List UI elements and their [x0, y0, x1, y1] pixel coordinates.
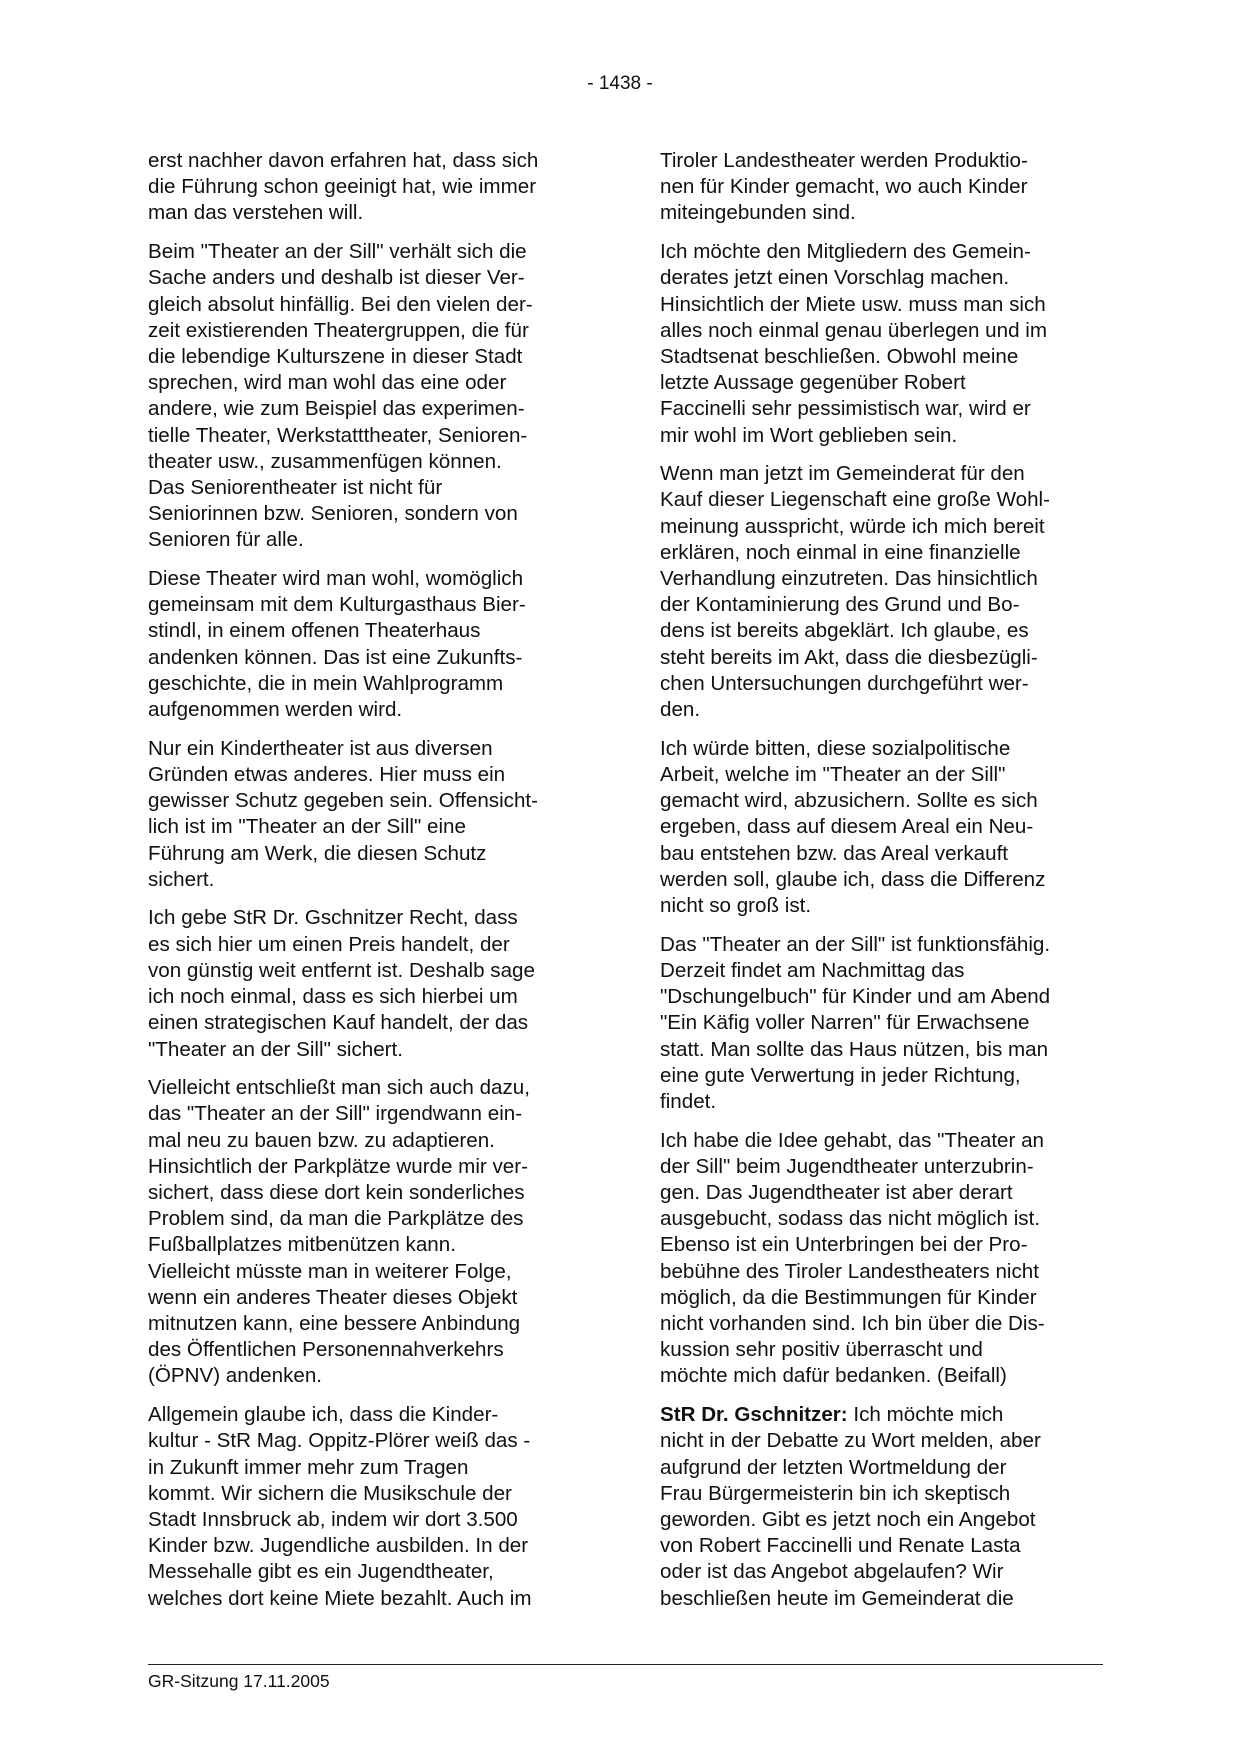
- text-line: gemacht wird, abzusichern. Sollte es sich: [660, 789, 1038, 813]
- paragraph: [660, 148, 1105, 227]
- text-line: derates jetzt einen Vorschlag machen.: [660, 266, 1010, 290]
- text-line: findet.: [660, 1089, 717, 1113]
- text-line: Ich möchte den Mitgliedern des Gemein-: [660, 240, 1031, 264]
- text-line: nen für Kinder gemacht, wo auch Kinder: [660, 175, 1028, 199]
- text-line: von Robert Faccinelli und Renate Lasta: [660, 1534, 1021, 1558]
- text-line: Allgemein glaube ich, dass die Kinder-: [148, 1403, 499, 1427]
- text-line: Beim "Theater an der Sill" verhält sich die: [148, 240, 527, 264]
- text-line: Vielleicht müsste man in weiterer Folge,: [148, 1259, 512, 1283]
- paragraph: [660, 1128, 1105, 1390]
- text-line: miteingebunden sind.: [660, 201, 856, 225]
- footer-session-date: GR-Sitzung 17.11.2005: [148, 1671, 330, 1691]
- text-line: möchte mich dafür bedanken. (Beifall): [660, 1364, 1007, 1388]
- text-line: eine gute Verwertung in jeder Richtung,: [660, 1063, 1021, 1087]
- text-line: von günstig weit entfernt ist. Deshalb sage: [148, 958, 535, 982]
- right-paragraphs: [660, 148, 1105, 1390]
- text-line: Hinsichtlich der Parkplätze wurde mir ver-: [148, 1154, 528, 1178]
- text-line: Nur ein Kindertheater ist aus diversen: [148, 736, 493, 760]
- text-line: (ÖPNV) andenken.: [148, 1364, 322, 1388]
- text-line: theater usw., zusammenfügen können.: [148, 449, 502, 473]
- text-line: alles noch einmal genau überlegen und im: [660, 318, 1047, 342]
- paragraph: [660, 461, 1105, 723]
- text-line: Stadtsenat beschließen. Obwohl meine: [660, 344, 1019, 368]
- text-line: Sache anders und deshalb ist dieser Ver-: [148, 266, 525, 290]
- text-line: beschließen heute im Gemeinderat die: [660, 1586, 1014, 1610]
- text-line: Messehalle gibt es ein Jugendtheater,: [148, 1560, 494, 1584]
- text-line: meinung ausspricht, würde ich mich bereit: [660, 514, 1045, 538]
- text-line: "Theater an der Sill" sichert.: [148, 1037, 403, 1061]
- text-line: aufgenommen werden wird.: [148, 698, 403, 722]
- text-line: Ich gebe StR Dr. Gschnitzer Recht, dass: [148, 906, 518, 930]
- text-line: Hinsichtlich der Miete usw. muss man sich: [660, 292, 1046, 316]
- text-line: aufgrund der letzten Wortmeldung der: [660, 1455, 1007, 1479]
- text-line: sprechen, wird man wohl das eine oder: [148, 371, 507, 395]
- page-number: - 1438 -: [587, 73, 653, 94]
- text-line: wenn ein anderes Theater dieses Objekt: [148, 1285, 518, 1309]
- text-line: gewisser Schutz gegeben sein. Offensicht-: [148, 789, 538, 813]
- text-line: mir wohl im Wort geblieben sein.: [660, 423, 958, 447]
- text-line: erst nachher davon erfahren hat, dass sich: [148, 149, 539, 172]
- text-line: welches dort keine Miete bezahlt. Auch im: [148, 1586, 532, 1610]
- text-line: erklären, noch einmal in eine finanzielle: [660, 540, 1021, 564]
- text-line: Kinder bzw. Jugendliche ausbilden. In der: [148, 1534, 529, 1558]
- text-line: ausgebucht, sodass das nicht möglich ist.: [660, 1207, 1041, 1231]
- text-line: Ich würde bitten, diese sozialpolitische: [660, 736, 1011, 760]
- speaker-paragraph: [660, 1402, 1105, 1612]
- text-line: bebühne des Tiroler Landestheaters nicht: [660, 1259, 1039, 1283]
- text-line: in Zukunft immer mehr zum Tragen: [148, 1455, 469, 1479]
- text-line: Frau Bürgermeisterin bin ich skeptisch: [660, 1481, 1011, 1505]
- text-line: Tiroler Landestheater werden Produktio-: [660, 149, 1028, 172]
- text-line: geworden. Gibt es jetzt noch ein Angebot: [660, 1507, 1036, 1531]
- text-line: andenken können. Das ist eine Zukunfts-: [148, 645, 523, 669]
- text-line: Senioren für alle.: [148, 528, 304, 552]
- paragraph: [148, 736, 588, 893]
- paragraph: [148, 1075, 588, 1389]
- text-line: sichert, dass diese dort kein sonderliches: [148, 1181, 525, 1205]
- text-line: letzte Aussage gegenüber Robert: [660, 371, 966, 395]
- speaker-first-line-text: Ich möchte mich: [847, 1403, 1004, 1427]
- text-line: einen strategischen Kauf handelt, der das: [148, 1011, 529, 1035]
- text-line: es sich hier um einen Preis handelt, der: [148, 932, 510, 956]
- text-line: Faccinelli sehr pessimistisch war, wird er: [660, 397, 1031, 421]
- text-line: chen Untersuchungen durchgeführt wer-: [660, 671, 1029, 695]
- text-line: ergeben, dass auf diesem Areal ein Neu-: [660, 815, 1034, 839]
- paragraph: [148, 905, 588, 1062]
- text-line: gleich absolut hinfällig. Bei den vielen der-: [148, 292, 533, 316]
- text-line: stindl, in einem offenen Theaterhaus: [148, 619, 481, 643]
- text-line: tielle Theater, Werkstatttheater, Senioren-: [148, 423, 528, 447]
- text-line: "Dschungelbuch" für Kinder und am Abend: [660, 985, 1051, 1009]
- text-line: Ebenso ist ein Unterbringen bei der Pro-: [660, 1233, 1028, 1257]
- text-line: die Führung schon geeinigt hat, wie immer: [148, 175, 537, 199]
- text-line: gen. Das Jugendtheater ist aber derart: [660, 1181, 1013, 1205]
- text-line: des Öffentlichen Personennahverkehrs: [148, 1338, 504, 1362]
- text-line: sichert.: [148, 867, 215, 891]
- text-line: steht bereits im Akt, dass die diesbezügli-: [660, 645, 1038, 669]
- paragraph: [148, 566, 588, 723]
- text-line: bau entstehen bzw. das Areal verkauft: [660, 841, 1009, 865]
- text-line: Diese Theater wird man wohl, womöglich: [148, 567, 524, 591]
- paragraph: [660, 736, 1105, 919]
- text-line: kussion sehr positiv überrascht und: [660, 1338, 983, 1362]
- text-line: möglich, da die Bestimmungen für Kinder: [660, 1285, 1037, 1309]
- text-line: kommt. Wir sichern die Musikschule der: [148, 1481, 512, 1505]
- text-line: Ich habe die Idee gehabt, das "Theater an: [660, 1128, 1045, 1152]
- paragraph: [660, 239, 1105, 449]
- text-line: Stadt Innsbruck ab, indem wir dort 3.500: [148, 1507, 518, 1531]
- speaker-lines: [660, 1429, 1041, 1609]
- text-line: den.: [660, 698, 701, 722]
- text-line: Kauf dieser Liegenschaft eine große Wohl-: [660, 488, 1050, 512]
- text-line: die lebendige Kulturszene in dieser Stadt: [148, 344, 523, 368]
- text-line: Wenn man jetzt im Gemeinderat für den: [660, 462, 1025, 486]
- text-line: andere, wie zum Beispiel das experimen-: [148, 397, 525, 421]
- text-line: oder ist das Angebot abgelaufen? Wir: [660, 1560, 1004, 1584]
- footer-divider: [148, 1664, 1103, 1665]
- text-line: Problem sind, da man die Parkplätze des: [148, 1207, 524, 1231]
- text-line: Gründen etwas anderes. Hier muss ein: [148, 762, 506, 786]
- text-line: Verhandlung einzutreten. Das hinsichtlich: [660, 567, 1038, 591]
- paragraph: [148, 239, 588, 553]
- paragraph: [148, 148, 588, 227]
- text-line: Vielleicht entschließt man sich auch dazu,: [148, 1076, 530, 1100]
- text-line: lich ist im "Theater an der Sill" eine: [148, 815, 466, 839]
- paragraph: [660, 932, 1105, 1115]
- text-line: nicht so groß ist.: [660, 893, 812, 917]
- text-line: mitnutzen kann, eine bessere Anbindung: [148, 1312, 521, 1336]
- text-line: nicht vorhanden sind. Ich bin über die Dis-: [660, 1312, 1045, 1336]
- text-line: man das verstehen will.: [148, 201, 364, 225]
- text-line: ich noch einmal, dass es sich hierbei um: [148, 985, 518, 1009]
- text-line: zeit existierenden Theatergruppen, die für: [148, 318, 529, 342]
- text-line: Fußballplatzes mitbenützen kann.: [148, 1233, 456, 1257]
- text-line: Derzeit findet am Nachmittag das: [660, 958, 965, 982]
- text-line: kultur - StR Mag. Oppitz-Plörer weiß das -: [148, 1429, 531, 1453]
- paragraph: [148, 1402, 588, 1612]
- text-line: Arbeit, welche im "Theater an der Sill": [660, 762, 1006, 786]
- speaker-name: StR Dr. Gschnitzer:: [660, 1403, 848, 1427]
- text-line: mal neu zu bauen bzw. zu adaptieren.: [148, 1128, 495, 1152]
- text-line: statt. Man sollte das Haus nützen, bis man: [660, 1037, 1049, 1061]
- text-line: gemeinsam mit dem Kulturgasthaus Bier-: [148, 593, 526, 617]
- text-line: der Sill" beim Jugendtheater unterzubrin-: [660, 1154, 1034, 1178]
- text-line: Seniorinnen bzw. Senioren, sondern von: [148, 502, 518, 526]
- text-line: Das "Theater an der Sill" ist funktionsfähig.: [660, 932, 1051, 956]
- text-line: das "Theater an der Sill" irgendwann ein-: [148, 1102, 523, 1126]
- text-line: "Ein Käfig voller Narren" für Erwachsene: [660, 1011, 1030, 1035]
- left-column: [148, 148, 588, 1624]
- text-line: dens ist bereits abgeklärt. Ich glaube, es: [660, 619, 1029, 643]
- text-line: geschichte, die in mein Wahlprogramm: [148, 671, 504, 695]
- text-line: werden soll, glaube ich, dass die Differenz: [660, 867, 1046, 891]
- right-column: [660, 148, 1105, 1624]
- text-line: Das Seniorentheater ist nicht für: [148, 475, 443, 499]
- text-line: nicht in der Debatte zu Wort melden, aber: [660, 1429, 1041, 1453]
- text-line: der Kontaminierung des Grund und Bo-: [660, 593, 1020, 617]
- text-line: Führung am Werk, die diesen Schutz: [148, 841, 487, 865]
